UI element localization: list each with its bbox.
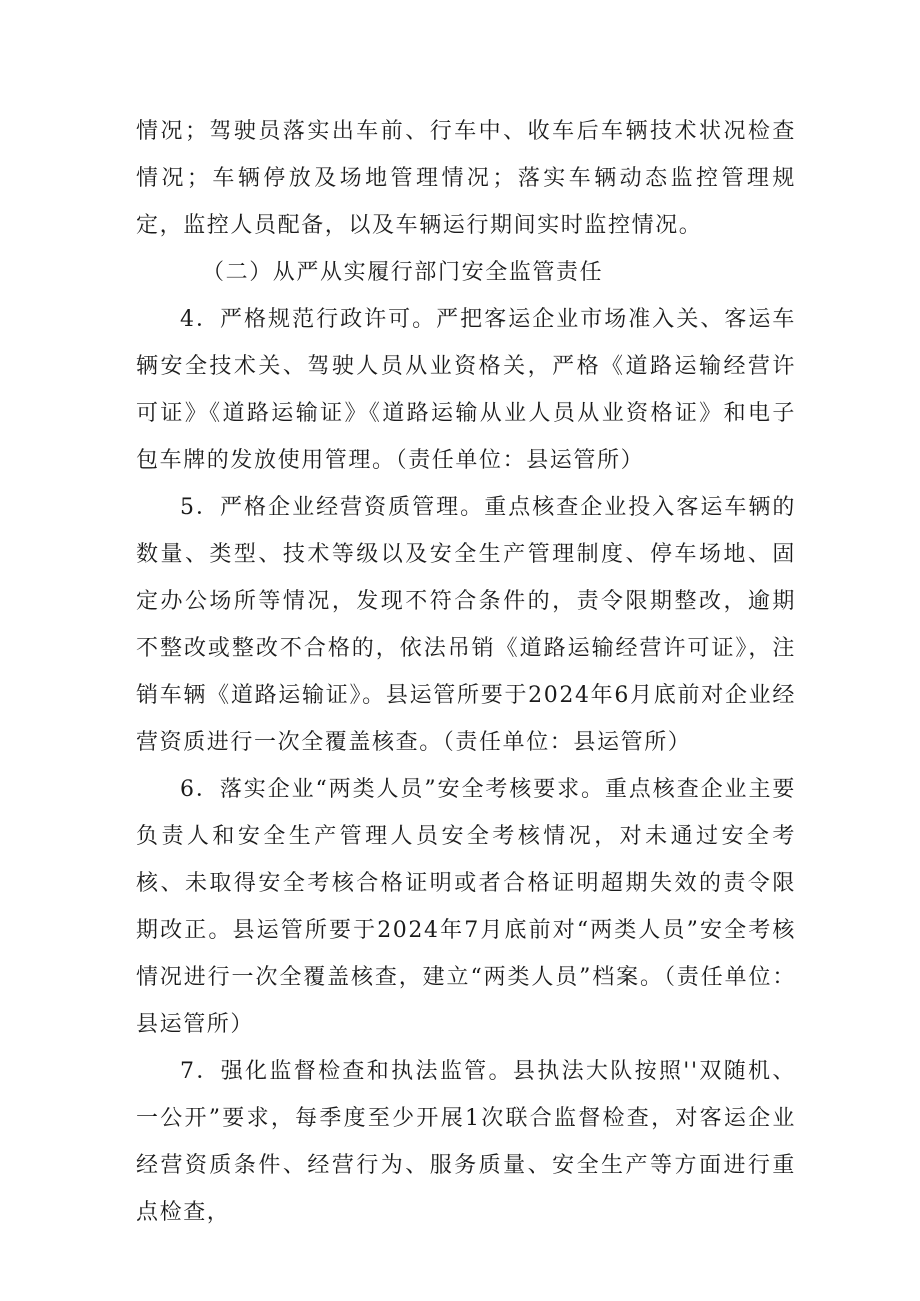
paragraph-continuation: 情况；驾驶员落实出车前、行车中、收车后车辆技术状况检查情况；车辆停放及场地管理情况；落实车辆动态监控管理规定，监控人员配备，以及车辆运行期间实时监控情况。 [136, 119, 796, 238]
paragraph-item-4: 4．严格规范行政许可。严把客运企业市场准入关、客运车辆安全技术关、驾驶人员从业资格关，严格《道路运输经营许可证》《道路运输证》《道路运输从业人员从业资格证》和电子包车牌的发放使用管理。（责任单位：县运管所） [136, 307, 796, 473]
document-body [136, 108, 796, 1236]
paragraph-item-6: 6．落实企业“两类人员”安全考核要求。重点核查企业主要负责人和安全生产管理人员安全考核情况，对未通过安全考核、未取得安全考核合格证明或者合格证明超期失效的责令限期改正。县运管所要于2024年7月底前对“两类人员”安全考核情况进行一次全覆盖核查，建立“两类人员”档案。（责任单位：县运管所） [136, 777, 796, 1037]
paragraph-item-5: 5．严格企业经营资质管理。重点核查企业投入客运车辆的数量、类型、技术等级以及安全生产管理制度、停车场地、固定办公场所等情况，发现不符合条件的，责令限期整改，逾期不整改或整改不合格的，依法吊销《道路运输经营许可证》，注销车辆《道路运输证》。县运管所要于2024年6月底前对企业经营资质进行一次全覆盖核查。（责任单位：县运管所） [136, 495, 796, 755]
section-heading: （二）从严从实履行部门安全监管责任 [202, 260, 604, 285]
paragraph-item-7: 7．强化监督检查和执法监管。县执法大队按照''双随机、一公开”要求，每季度至少开展1次联合监督检查，对客运企业经营资质条件、经营行为、服务质量、安全生产等方面进行重点检查， [136, 1059, 796, 1225]
